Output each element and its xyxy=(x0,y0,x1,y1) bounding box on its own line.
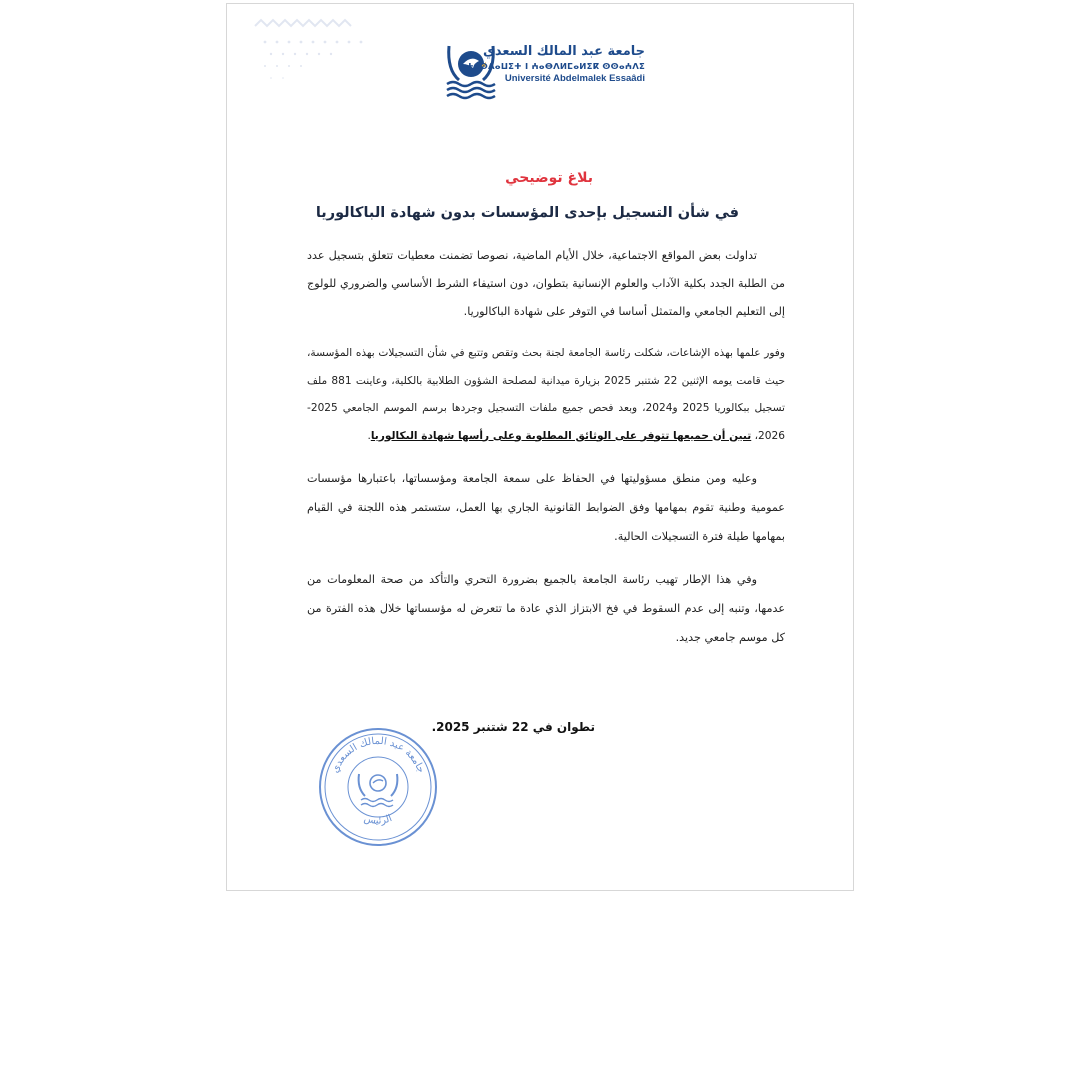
university-header xyxy=(445,40,645,104)
stamp-emblem-icon xyxy=(359,774,398,807)
paragraph-2-text: وفور علمها بهذه الإشاعات، شكلت رئاسة الجامعة لجنة بحث وتقص وتتبع في شأن التسجيلات بهذه المؤسسة، حيث قامت يومه الإثنين 22 شتنبر 2025 بزيارة ميدانية لمصلحة الشؤون الطلابية بالكلية، وعاينت 881 ملف تسجيل ببكالوريا 2025 و2024، وبعد فحص جميع ملفات التسجيل وجردها برسم الموسم الجامعي 2025-2026، xyxy=(307,347,786,442)
paragraph-2-emphasis: تبين أن جميعها تتوفر على الوثائق المطلوبة وعلى رأسها شهادة البكالوريا xyxy=(370,429,752,442)
stamp-text-top: جامعة عبد المالك السعدي xyxy=(329,735,427,775)
svg-text:جامعة عبد المالك السعدي xyxy=(330,736,427,775)
paragraph-3: وعليه ومن منطق مسؤوليتها في الحفاظ على سمعة الجامعة ومؤسساتها، باعتبارها مؤسسات عمومية وطنية تقوم بمهامها وفق الضوابط القانونية الجاري بها العمل، ستستمر هذه اللجنة في القيام بمهامها طيلة فترة التسجيلات الحالية. xyxy=(307,472,785,543)
paragraph-4: وفي هذا الإطار تهيب رئاسة الجامعة بالجميع بضرورة التحري والتأكد من صحة المعلومات من عدمها، وتنبه إلى عدم السقوط في فخ الابتزاز الذي عادة ما تتعرض له مؤسساتها خلال هذه الفترة من كل موسم جامعي جديد. xyxy=(307,573,785,644)
university-name-ar: جامعة عبد المالك السعدي xyxy=(482,44,645,59)
decorative-pattern xyxy=(245,12,425,92)
paragraph-1: تداولت بعض المواقع الاجتماعية، خلال الأيام الماضية، نصوصا تضمنت معطيات تتعلق بتسجيل عدد من الطلبة الجدد بكلية الآداب والعلوم الإنسانية بتطوان، دون استيفاء الشرط الأساسي والضروري للولوج إلى التعليم الجامعي والمتمثل أساسا في التوفر على شهادة الباكالوريا. xyxy=(307,249,785,318)
paragraph-2 xyxy=(307,340,785,450)
notice-type-heading: بلاغ توضيحي xyxy=(505,170,593,186)
university-name-tifinagh: ⵜⴰⵙⴷⴰⵡⵉⵜ ⵏ ⵄⴰⴱⴷⵍⵎⴰⵍⵉⴽ ⵙⵙⴰⵄⴷⵉ xyxy=(466,62,645,72)
official-stamp xyxy=(317,726,439,848)
paragraph-2-end: . xyxy=(367,429,371,442)
svg-text:الرئيس xyxy=(363,813,394,827)
notice-body xyxy=(307,242,785,652)
notice-title: في شأن التسجيل بإحدى المؤسسات بدون شهادة الباكالوريا xyxy=(315,205,739,221)
stamp-text-bottom: الرئيس xyxy=(362,813,394,827)
university-name-fr: Université Abdelmalek Essaâdi xyxy=(504,73,645,84)
document-page xyxy=(226,3,854,891)
signature-place-date: تطوان في 22 شتنبر 2025. xyxy=(431,720,595,734)
